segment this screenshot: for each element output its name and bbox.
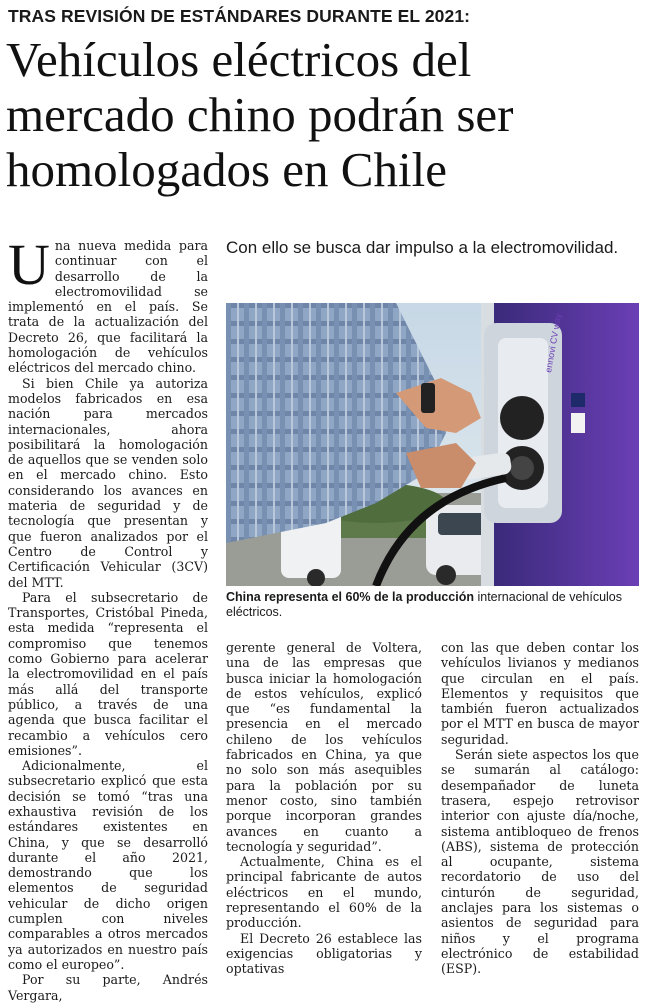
paragraph: Serán siete aspectos los que se sumarán al catálogo: desempañador de luneta trasera, espejo retrovisor interior con ajuste día/noche, sistema antibloqueo de frenos (ABS), sistema de protección al ocupante, sistema recordatorio de uso del cinturón de seguridad, anclajes para los sistemas o asientos de seguridad para niños y el programa electrónico de estabilidad (ESP). — [441, 747, 639, 977]
caption-bold-text: China representa el 60% de la producción — [226, 590, 474, 604]
paragraph: Por su parte, Andrés Vergara, — [8, 972, 208, 1003]
headline-line-3: homologados en Chile — [6, 142, 447, 197]
drop-cap: U — [8, 232, 50, 297]
paragraph: Actualmente, China es el principal fabricante de autos eléctricos en el mundo, representando el 60% de la producción. — [226, 854, 422, 931]
paragraph-text: na nueva medida para continuar con el desarrollo de la electromovilidad se implementó en el país. Se trata de la actualización del Decreto 26, que facilitará la homologación de vehículos eléctricos del mercado chino. — [8, 238, 208, 376]
article-column-2 — [226, 640, 422, 977]
headline-line-1: Vehículos eléctricos del — [6, 32, 472, 87]
paragraph: El Decreto 26 establece las exigencias obligatorias y optativas — [226, 930, 422, 977]
caption-text: internacional de vehículos eléctricos. — [226, 590, 623, 619]
subheadline: Con ello se busca dar impulso a la electromovilidad. — [226, 238, 619, 257]
headline — [6, 32, 642, 197]
paragraph: con las que deben contar los vehículos livianos y medianos que circulan en el país. Elementos y requisitos que también fueron actualizados por el MTT en busca de mayor seguridad. — [441, 640, 639, 747]
headline-line-2: mercado chino podrán ser — [6, 87, 514, 142]
kicker: TRAS REVISIÓN DE ESTÁNDARES DURANTE EL 2021: — [8, 6, 471, 26]
paragraph: Adicionalmente, el subsecretario explicó que esta decisión se tomó “tras una exhaustiva revisión de los estándares existentes en China, y que se desarrolló durante el año 2021, demostrando que los elementos de seguridad vehicular de dicho origen cumplen con niveles comparables a otros mercados ya autorizados en nuestro país como el europeo”. — [8, 758, 208, 972]
article-photo — [226, 303, 639, 586]
photo-caption — [226, 590, 640, 620]
article-column-3 — [441, 640, 639, 977]
article-column-1 — [8, 232, 208, 1003]
paragraph: gerente general de Voltera, una de las empresas que busca iniciar la homologación de estos vehículos, explicó que “es fundamental la presencia en el mercado chileno de los vehículos fabricados en China, ya que no solo son más asequibles para la población por su menor costo, sino también porque incorporan grandes avances en cuanto a tecnología y seguridad”. — [226, 640, 422, 854]
paragraph: Para el subsecretario de Transportes, Cristóbal Pineda, esta medida “representa el compromiso que tenemos como Gobierno para acelerar la electromovilidad en el país más allá del transporte público, a través de una agenda que busca facilitar el recambio a vehículos cero emisiones”. — [8, 589, 208, 758]
paragraph — [8, 232, 208, 376]
charging-scene-illustration — [226, 303, 639, 586]
paragraph: Si bien Chile ya autoriza modelos fabricados en esa nación para mercados internacionales, ahora posibilitará la homologación de aquellos que se venden solo en el mercado chino. Esto considerando los avances en materia de seguridad y de tecnología que presentan y que fueron analizados por el Centro de Control y Certificación Vehicular (3CV) del MTT. — [8, 375, 208, 590]
charger-brand-label: ennovi CV way — [543, 312, 564, 374]
